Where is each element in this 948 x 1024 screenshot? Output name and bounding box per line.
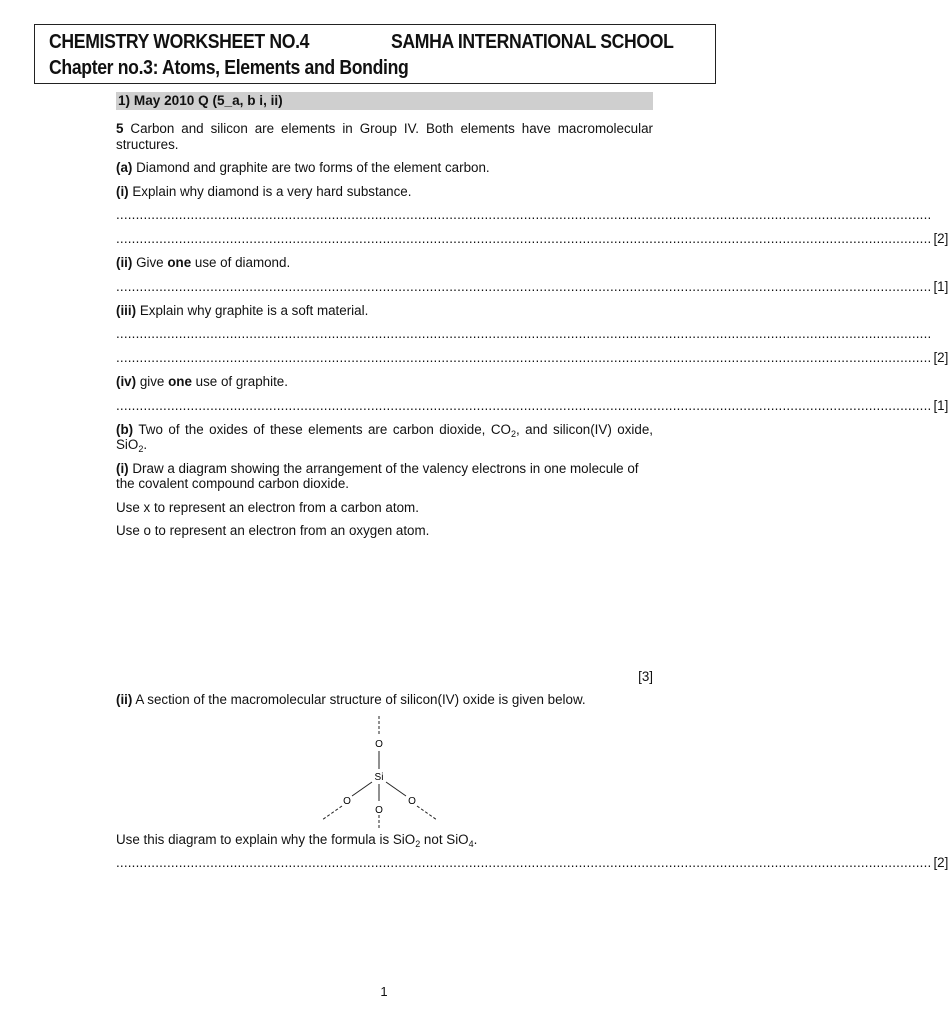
part-a-iv: [116, 374, 653, 390]
mark: [2]: [933, 231, 948, 246]
worksheet-body: [116, 92, 948, 879]
instruction-o: Use o to represent an electron from an oxygen atom.: [116, 523, 430, 538]
part-b-i-label: (i): [116, 460, 129, 476]
bond-left: [352, 782, 372, 796]
part-a-iii-label: (iii): [116, 302, 137, 318]
part-a-iv-post: use of graphite.: [191, 374, 288, 389]
sio2-structure-diagram: [312, 716, 442, 828]
question-heading: 1) May 2010 Q (5_a, b i, ii): [116, 92, 653, 110]
part-b-ii-question: [116, 832, 653, 848]
answer-line-marked: [116, 278, 948, 295]
answer-line: ................................................................................................................................................................................................................: [116, 207, 932, 222]
part-b: [116, 422, 653, 453]
worksheet-header: [34, 24, 716, 84]
answer-dots: ................................................................................................................................................................................................................: [116, 397, 932, 413]
part-a: [116, 160, 653, 176]
formula-q-post: .: [473, 831, 478, 847]
chapter-title: Chapter no.3: Atoms, Elements and Bonding: [49, 56, 409, 79]
answer-dots: ................................................................................................................................................................................................................: [116, 350, 932, 365]
page-number: 1: [380, 984, 388, 999]
part-b-ii: [116, 692, 653, 708]
mark: [2]: [933, 855, 948, 870]
part-a-label: (a): [116, 160, 133, 175]
question-intro: [116, 121, 653, 152]
answer-line-marked: [116, 855, 948, 871]
mark: [1]: [933, 278, 948, 294]
formula-q-mid: not SiO: [420, 831, 469, 847]
silicon-center: Si: [374, 771, 384, 783]
part-b-sub2: 2: [138, 444, 144, 454]
part-a-i-text: Explain why diamond is a very hard substance.: [128, 183, 412, 199]
answer-line-marked: [116, 350, 948, 366]
part-a-i-label: (i): [116, 183, 129, 199]
intro-text: Carbon and silicon are elements in Group IV. Both elements have macromolecular structures.: [116, 121, 653, 152]
part-a-ii-bold: one: [167, 255, 192, 270]
bond-right: [386, 782, 406, 796]
part-a-iv-label: (iv): [116, 374, 137, 389]
dashed-bond-left: [322, 806, 342, 820]
part-b-ii-label: (ii): [116, 692, 133, 707]
part-b-i: [116, 461, 653, 492]
mark: [1]: [933, 397, 948, 413]
part-a-iii: [116, 303, 653, 319]
part-a-i: [116, 184, 653, 200]
part-b-ii-text: A section of the macromolecular structure of silicon(IV) oxide is given below.: [132, 692, 586, 707]
part-b-i-text: Draw a diagram showing the arrangement of the valency electrons in one molecule of the covalent compound carbon dioxide.: [116, 460, 639, 491]
part-a-ii-pre: Give: [132, 255, 168, 270]
part-a-text: Diamond and graphite are two forms of the element carbon.: [132, 160, 490, 175]
part-b-text3: .: [143, 437, 148, 452]
instruction-x: Use x to represent an electron from a carbon atom.: [116, 499, 419, 515]
part-a-ii-label: (ii): [116, 255, 133, 270]
formula-q-sub1: 2: [415, 838, 421, 849]
part-b-label: (b): [116, 421, 134, 437]
answer-dots: ................................................................................................................................................................................................................: [116, 231, 932, 246]
formula-q-sub2: 4: [468, 838, 474, 849]
part-b-text1: Two of the oxides of these elements are carbon dioxide, CO: [133, 421, 511, 437]
oxygen-top: O: [375, 738, 383, 750]
mark: [2]: [933, 350, 948, 365]
dashed-bond-right: [417, 806, 437, 820]
mark: [3]: [638, 668, 653, 684]
drawing-space: [116, 547, 653, 669]
part-b-sub1: 2: [510, 428, 516, 439]
oxygen-left: O: [343, 795, 351, 807]
part-a-ii-post: use of diamond.: [191, 255, 291, 270]
worksheet-title: CHEMISTRY WORKSHEET NO.4: [49, 30, 310, 53]
oxygen-right: O: [408, 795, 416, 807]
answer-dots: ................................................................................................................................................................................................................: [116, 278, 932, 294]
part-a-iv-pre: give: [136, 374, 169, 389]
answer-dots: ................................................................................................................................................................................................................: [116, 855, 932, 870]
answer-line-marked: [116, 397, 948, 414]
part-a-iii-text: Explain why graphite is a soft material.: [136, 302, 369, 318]
answer-line: ................................................................................................................................................................................................................: [116, 326, 932, 341]
part-a-iv-bold: one: [168, 374, 192, 389]
part-b-text2: , and silicon(IV) oxide, SiO: [116, 421, 653, 452]
question-number: 5: [116, 121, 124, 136]
oxygen-bottom: O: [375, 804, 383, 816]
answer-line-marked: [116, 231, 948, 247]
school-name: SAMHA INTERNATIONAL SCHOOL: [391, 30, 674, 53]
part-a-ii: [116, 255, 653, 271]
formula-q-pre: Use this diagram to explain why the formula is SiO: [116, 831, 416, 847]
